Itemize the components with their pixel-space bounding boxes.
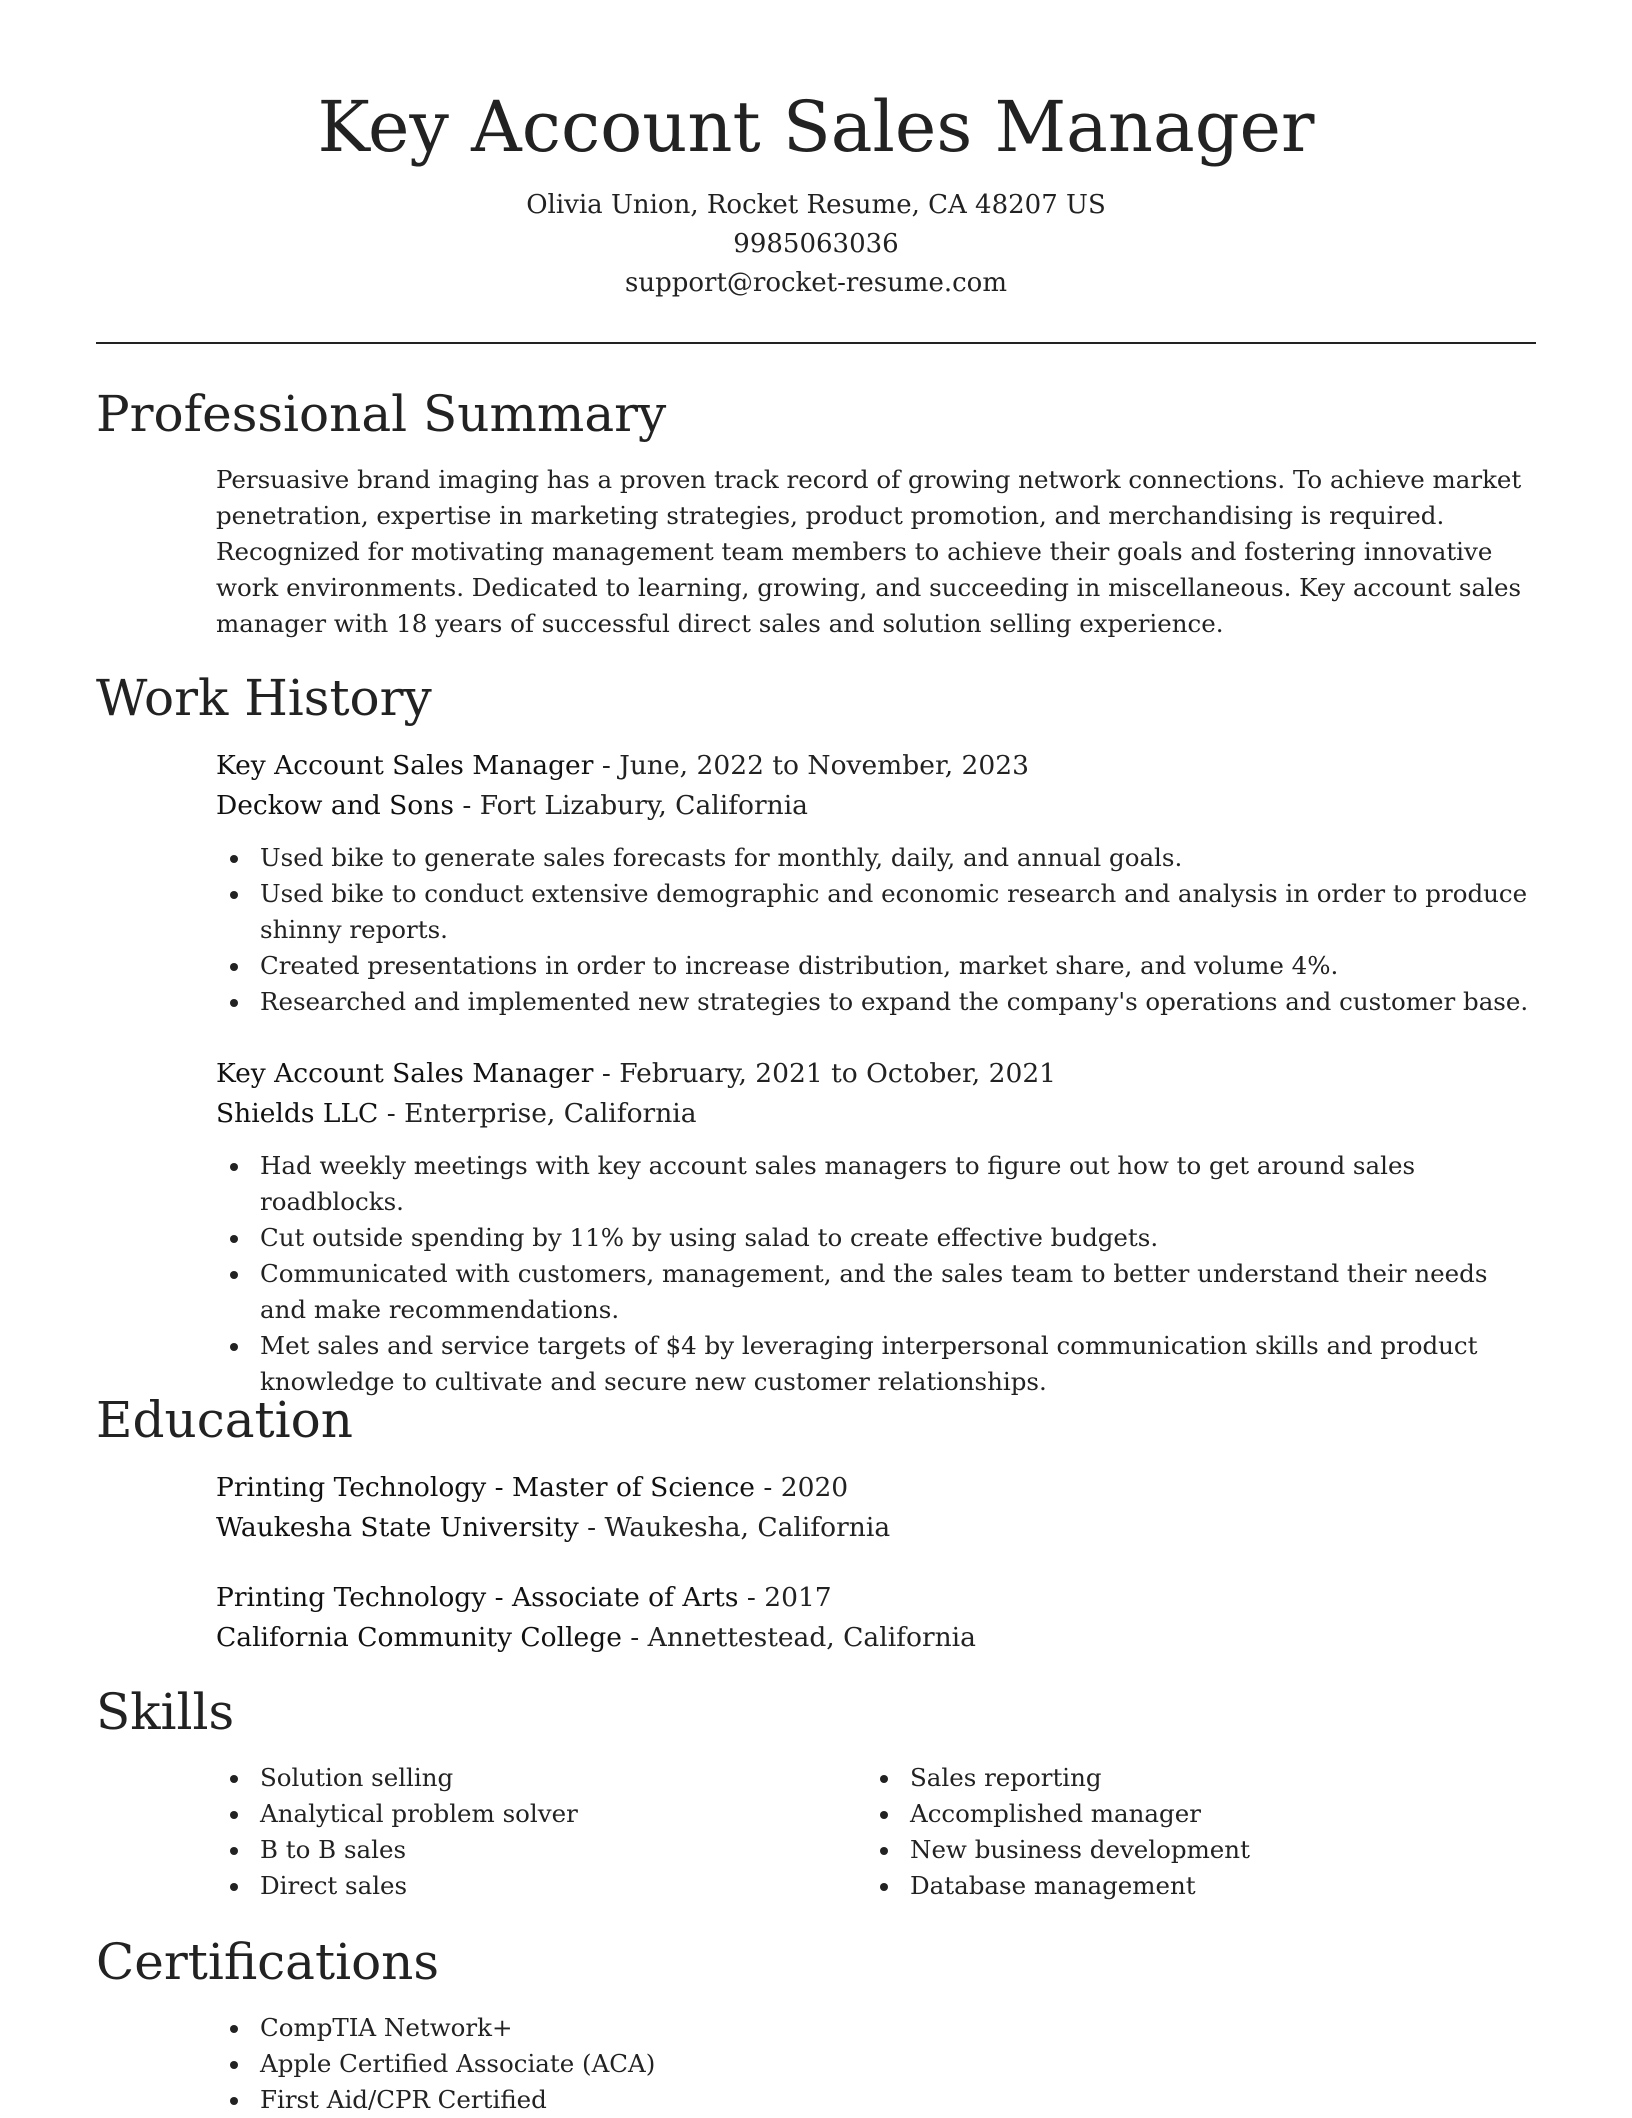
education-year: - 2017 [738, 1582, 832, 1613]
education-degree: - Master of Science [486, 1472, 755, 1503]
list-item: Researched and implemented new strategies to expand the company's operations and customer base. [216, 984, 1536, 1020]
job-entry [216, 746, 1536, 1020]
skills-heading: Skills [96, 1683, 235, 1741]
summary-text: Persuasive brand imaging has a proven track record of growing network connections. To achieve market penetration, expertise in marketing strategies, product promotion, and merchandising is required. Recognized for motivating management team members to achieve their goals and fostering innovative work environments. Dedicated to learning, growing, and succeeding in miscellaneous. Key account sales manager with 18 years of successful direct sales and solution selling experience. [216, 465, 1522, 638]
education-entry [216, 1578, 1536, 1658]
summary-block [216, 462, 1536, 642]
list-item: New business development [866, 1832, 1486, 1868]
job-company-line [216, 1094, 1536, 1134]
job-dates: - June, 2022 to November, 2023 [593, 750, 1029, 781]
education-school: Waukesha State University [216, 1512, 579, 1543]
education-heading: Education [96, 1391, 353, 1449]
skills-column-left [216, 1760, 836, 1904]
education-degree: - Associate of Arts [486, 1582, 739, 1613]
job-bullets [216, 1148, 1536, 1400]
list-item: Apple Certified Associate (ACA) [216, 2046, 1536, 2082]
job-title-line [216, 1054, 1536, 1094]
list-item: B to B sales [216, 1832, 836, 1868]
skills-list [866, 1760, 1486, 1904]
job-company: Deckow and Sons [216, 790, 454, 821]
list-item: Used bike to conduct extensive demographic and economic research and analysis in order to produce shinny reports. [216, 876, 1536, 948]
certifications-block [216, 2010, 1536, 2118]
skills-column-right [866, 1760, 1486, 1904]
education-school-line [216, 1618, 1536, 1658]
list-item: Accomplished manager [866, 1796, 1486, 1832]
list-item: Database management [866, 1868, 1486, 1904]
education-school-line [216, 1508, 1536, 1548]
work-history-heading: Work History [96, 669, 432, 727]
education-school: California Community College [216, 1622, 622, 1653]
job-location: - Enterprise, California [378, 1098, 697, 1129]
education-field: Printing Technology [216, 1582, 487, 1613]
list-item: Direct sales [216, 1868, 836, 1904]
education-location: - Waukesha, California [578, 1512, 891, 1543]
job-title: Key Account Sales Manager [216, 1058, 594, 1089]
job-company-line [216, 786, 1536, 826]
certifications-heading: Certifications [96, 1933, 440, 1991]
job-company: Shields LLC [216, 1098, 379, 1129]
contact-block [0, 186, 1632, 303]
list-item: First Aid/CPR Certified [216, 2082, 1536, 2118]
education-degree-line [216, 1578, 1536, 1618]
summary-heading: Professional Summary [96, 385, 667, 443]
list-item: Used bike to generate sales forecasts for monthly, daily, and annual goals. [216, 840, 1536, 876]
certifications-list [216, 2010, 1536, 2118]
list-item: Analytical problem solver [216, 1796, 836, 1832]
skills-list [216, 1760, 836, 1904]
list-item: Solution selling [216, 1760, 836, 1796]
list-item: Communicated with customers, management, and the sales team to better understand their needs and make recommendations. [216, 1256, 1536, 1328]
contact-address: Olivia Union, Rocket Resume, CA 48207 US [526, 190, 1106, 220]
list-item: Met sales and service targets of $4 by leveraging interpersonal communication skills and product knowledge to cultivate and secure new customer relationships. [216, 1328, 1536, 1400]
job-bullets [216, 840, 1536, 1020]
education-entry [216, 1468, 1536, 1548]
job-title: Key Account Sales Manager [216, 750, 594, 781]
resume-header [0, 82, 1632, 303]
education-degree-line [216, 1468, 1536, 1508]
job-entry [216, 1054, 1536, 1400]
education-year: - 2020 [754, 1472, 849, 1503]
list-item: Cut outside spending by 11% by using salad to create effective budgets. [216, 1220, 1536, 1256]
education-field: Printing Technology [216, 1472, 487, 1503]
contact-email: support@rocket-resume.com [624, 268, 1007, 298]
list-item: Sales reporting [866, 1760, 1486, 1796]
page-title: Key Account Sales Manager [317, 86, 1315, 168]
list-item: Had weekly meetings with key account sales managers to figure out how to get around sales roadblocks. [216, 1148, 1536, 1220]
header-divider [96, 342, 1536, 344]
list-item: Created presentations in order to increase distribution, market share, and volume 4%. [216, 948, 1536, 984]
job-title-line [216, 746, 1536, 786]
job-dates: - February, 2021 to October, 2021 [593, 1058, 1057, 1089]
contact-phone: 9985063036 [733, 229, 899, 259]
list-item: CompTIA Network+ [216, 2010, 1536, 2046]
job-location: - Fort Lizabury, California [453, 790, 808, 821]
education-location: - Annettestead, California [621, 1622, 976, 1653]
